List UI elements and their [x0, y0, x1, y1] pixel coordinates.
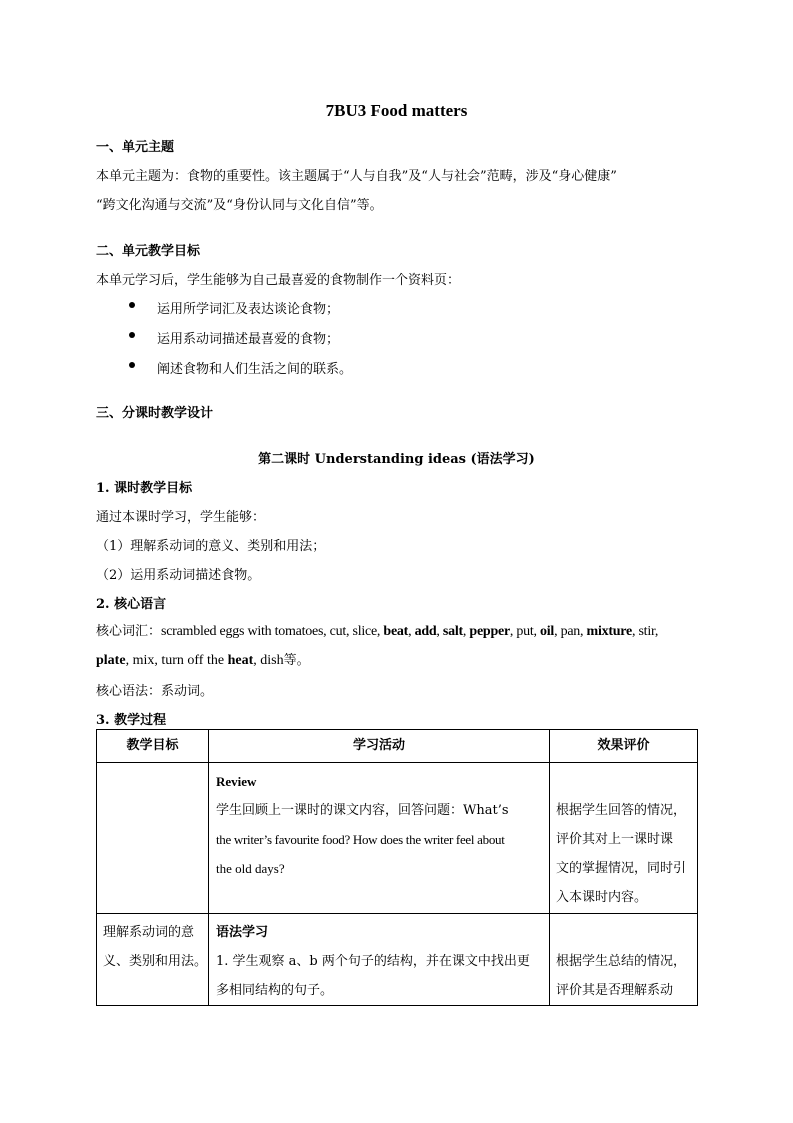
- row2-activity: [209, 914, 549, 1005]
- row1-activity-title: Review: [216, 774, 257, 789]
- section2-bullet-1: 运用所学词汇及表达谈论食物；: [157, 302, 340, 317]
- section1-line1: 本单元主题为：食物的重要性。该主题属于“人与自我”及“人与社会”范畴，涉及“身心健康”: [96, 169, 617, 184]
- vocab-end: 等。: [283, 653, 310, 668]
- vocab-keyword: mixture: [586, 624, 632, 639]
- vocab-keyword: salt: [442, 624, 463, 639]
- row2-goal-line-1: 理解系动词的意: [103, 925, 195, 940]
- vocab-line-2: [96, 649, 310, 669]
- header-activity: 学习活动: [352, 738, 405, 753]
- vocab-line-1: [96, 620, 658, 640]
- row2-activity-line-1: 1. 学生观察 a、b 两个句子的结构，并在课文中找出更: [216, 954, 530, 969]
- vocab-keyword: add: [414, 624, 437, 639]
- vocab-keyword: heat: [227, 653, 254, 668]
- vocab-keyword: plate: [96, 653, 126, 668]
- row1-eval-line-4: 入本课时内容。: [556, 890, 648, 905]
- row1-evaluation: [550, 763, 697, 912]
- table-header-row: [97, 730, 698, 763]
- bullet-icon: [129, 332, 135, 338]
- row1-eval-line-3: 文的掌握情况，同时引: [556, 861, 687, 876]
- vocab-text: ,: [408, 624, 415, 639]
- section2-intro: 本单元学习后，学生能够为自己最喜爱的食物制作一个资料页：: [96, 273, 461, 288]
- row2-eval-line-1: 根据学生总结的情况，: [556, 954, 687, 969]
- vocab-text: , mix, turn off the: [125, 653, 228, 668]
- goals-intro: 通过本课时学习，学生能够：: [96, 510, 266, 525]
- row2-activity-title: 语法学习: [216, 925, 269, 940]
- vocab-keyword: beat: [383, 624, 409, 639]
- row2-goal: [97, 914, 208, 976]
- table-row: [97, 763, 698, 914]
- core-grammar: 核心语法：系动词。: [96, 684, 214, 699]
- doc-title: 7BU3 Food matters: [325, 101, 468, 120]
- vocab-words-2: [96, 653, 284, 668]
- row2-activity-line-2: 多相同结构的句子。: [216, 983, 334, 998]
- header-goal: 教学目标: [126, 738, 179, 753]
- vocab-words-1: [161, 624, 658, 639]
- row2-evaluation: [550, 914, 697, 1005]
- section1-heading: 一、单元主题: [96, 140, 175, 155]
- goal-item-2: （2）运用系动词描述食物。: [96, 568, 261, 583]
- vocab-text: scrambled eggs with tomatoes, cut, slice,: [161, 624, 384, 639]
- section2-bullet-3: 阐述食物和人们生活之间的联系。: [157, 362, 353, 377]
- row2-goal-line-2: 义、类别和用法。: [103, 954, 208, 969]
- vocab-text: , pan,: [554, 624, 587, 639]
- section3-heading: 三、分课时教学设计: [96, 406, 214, 421]
- process-heading: 3. 教学过程: [96, 713, 167, 728]
- section2-heading: 二、单元教学目标: [96, 244, 201, 259]
- goals-heading: 1. 课时教学目标: [96, 481, 193, 496]
- vocab-text: , dish: [253, 653, 284, 668]
- vocab-text: ,: [462, 624, 470, 639]
- table-row: [97, 914, 698, 1006]
- vocab-text: , stir,: [631, 624, 659, 639]
- vocab-keyword: pepper: [469, 624, 510, 639]
- row1-activity-line-3: the old days?: [216, 861, 285, 876]
- vocab-text: ,: [436, 624, 443, 639]
- section1-line2: “跨文化沟通与交流”及“身份认同与文化自信”等。: [96, 198, 383, 213]
- lesson-title: 第二课时 Understanding ideas (语法学习): [258, 452, 535, 467]
- vocab-keyword: oil: [540, 624, 555, 639]
- teaching-process-table: [96, 729, 698, 1006]
- bullet-icon: [129, 362, 135, 368]
- vocab-label: 核心词汇：: [96, 624, 162, 639]
- section2-bullet-2: 运用系动词描述最喜爱的食物；: [157, 332, 340, 347]
- row1-activity-line-1: 学生回顾上一课时的课文内容，回答问题：What’s: [216, 803, 509, 818]
- header-evaluation: 效果评价: [597, 738, 650, 753]
- row1-activity-line-2: the writer’s favourite food? How does the writer feel about: [216, 832, 505, 847]
- row1-eval-line-1: 根据学生回答的情况，: [556, 803, 687, 818]
- row1-goal: [97, 763, 209, 914]
- row1-activity: [209, 763, 549, 883]
- row2-eval-line-2: 评价其是否理解系动: [556, 983, 674, 998]
- row1-eval-line-2: 评价其对上一课时课: [556, 832, 674, 847]
- core-language-heading: 2. 核心语言: [96, 597, 167, 612]
- bullet-icon: [129, 302, 135, 308]
- vocab-text: , put,: [509, 624, 541, 639]
- goal-item-1: （1）理解系动词的意义、类别和用法；: [96, 539, 326, 554]
